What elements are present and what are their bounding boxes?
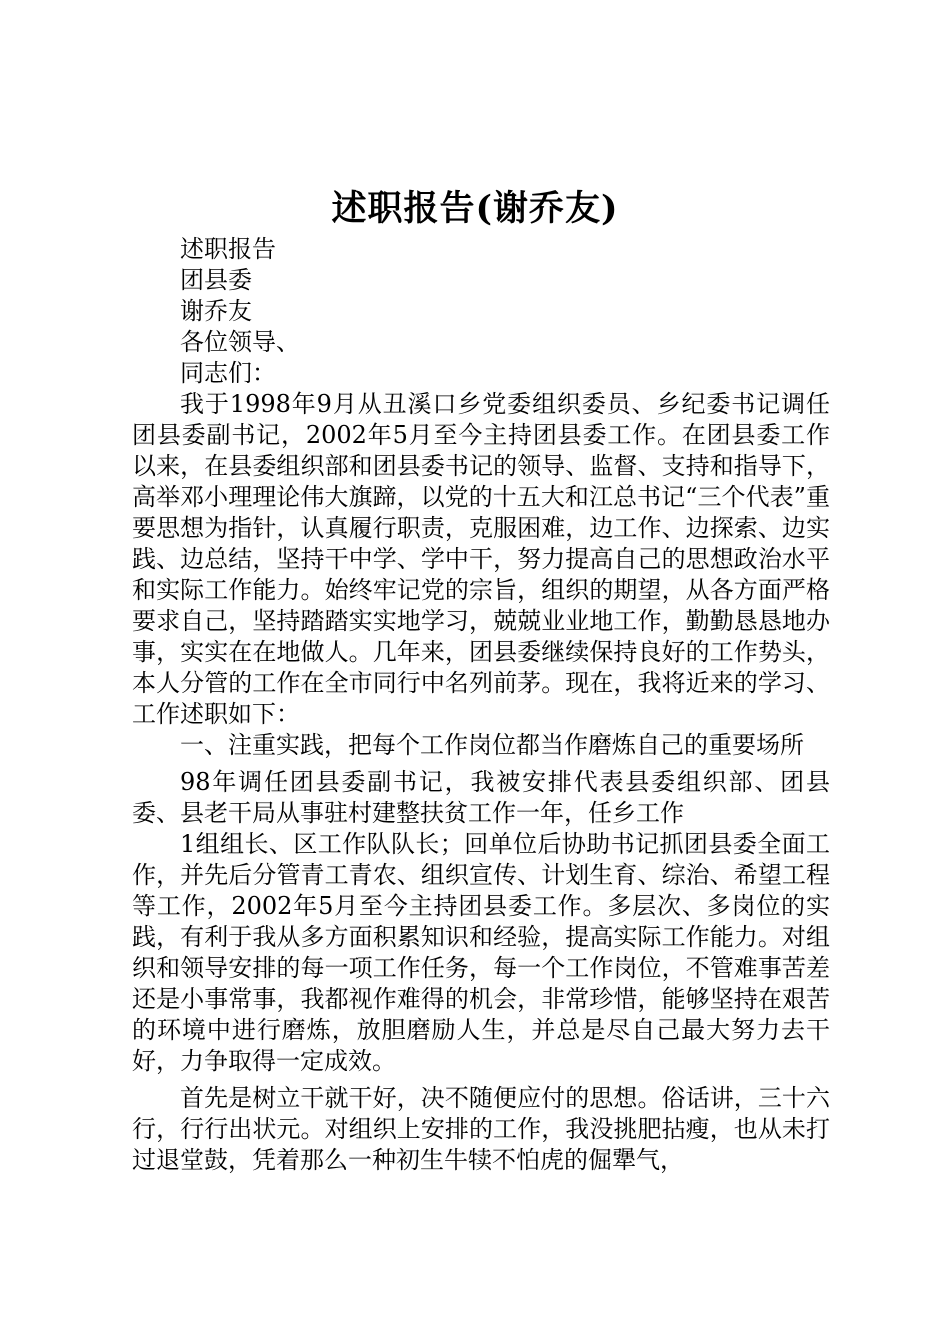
paragraph-attitude: 首先是树立干就干好，决不随便应付的思想。俗话讲，三十六行，行行出状元。对组织上安排的工作，我没挑肥拈瘦，也从未打过退堂鼓，凭着那么一种初生牛犊不怕虎的倔犟气， xyxy=(132,1084,830,1174)
section-heading-1: 一、注重实践，把每个工作岗位都当作磨炼自己的重要场所 xyxy=(180,731,804,759)
salutation-leaders: 各位领导、 xyxy=(180,328,300,356)
paragraph-assignment: 98年调任团县委副书记，我被安排代表县委组织部、团县委、县老干局从事驻村建整扶贫工作一年，任乡工作 xyxy=(132,768,830,827)
paragraph-experience: 1组组长、区工作队队长；回单位后协助书记抓团县委全面工作，并先后分管青工青农、组织宣传、计划生育、综治、希望工程等工作，2002年5月至今主持团县委工作。多层次、多岗位的实践，有利于我从多方面积累知识和经验，提高实际工作能力。对组织和领导安排的每一项工作任务，每一个工作岗位，不管难事苦差还是小事常事，我都视作难得的机会，非常珍惜，能够坚持在艰苦的环境中进行磨炼，放胆磨励人生，并总是尽自己最大努力去干好，力争取得一定成效。 xyxy=(132,830,830,1075)
header-line-author: 谢乔友 xyxy=(180,297,252,325)
header-line-organization: 团县委 xyxy=(180,266,252,294)
paragraph-intro: 我于1998年9月从丑溪口乡党委组织委员、乡纪委书记调任团县委副书记，2002年5月至今主持团县委工作。在团县委工作以来，在县委组织部和团县委书记的领导、监督、支持和指导下，高举邓小理理论伟大旗蹄，以党的十五大和江总书记“三个代表”重要思想为指针，认真履行职责，克服困难，边工作、边探索、边实践、边总结，坚持干中学、学中干，努力提高自己的思想政治水平和实际工作能力。始终牢记党的宗旨，组织的期望，从各方面严格要求自己，坚持踏踏实实地学习，兢兢业业地工作，勤勤恳恳地办事，实实在在地做人。几年来，团县委继续保持良好的工作势头，本人分管的工作在全市同行中名列前茅。现在，我将近来的学习、工作述职如下： xyxy=(132,390,830,728)
document-body xyxy=(132,234,830,1176)
header-line-report: 述职报告 xyxy=(180,235,276,263)
document-title: 述职报告(谢乔友) xyxy=(331,188,619,229)
salutation-comrades: 同志们： xyxy=(180,359,276,387)
